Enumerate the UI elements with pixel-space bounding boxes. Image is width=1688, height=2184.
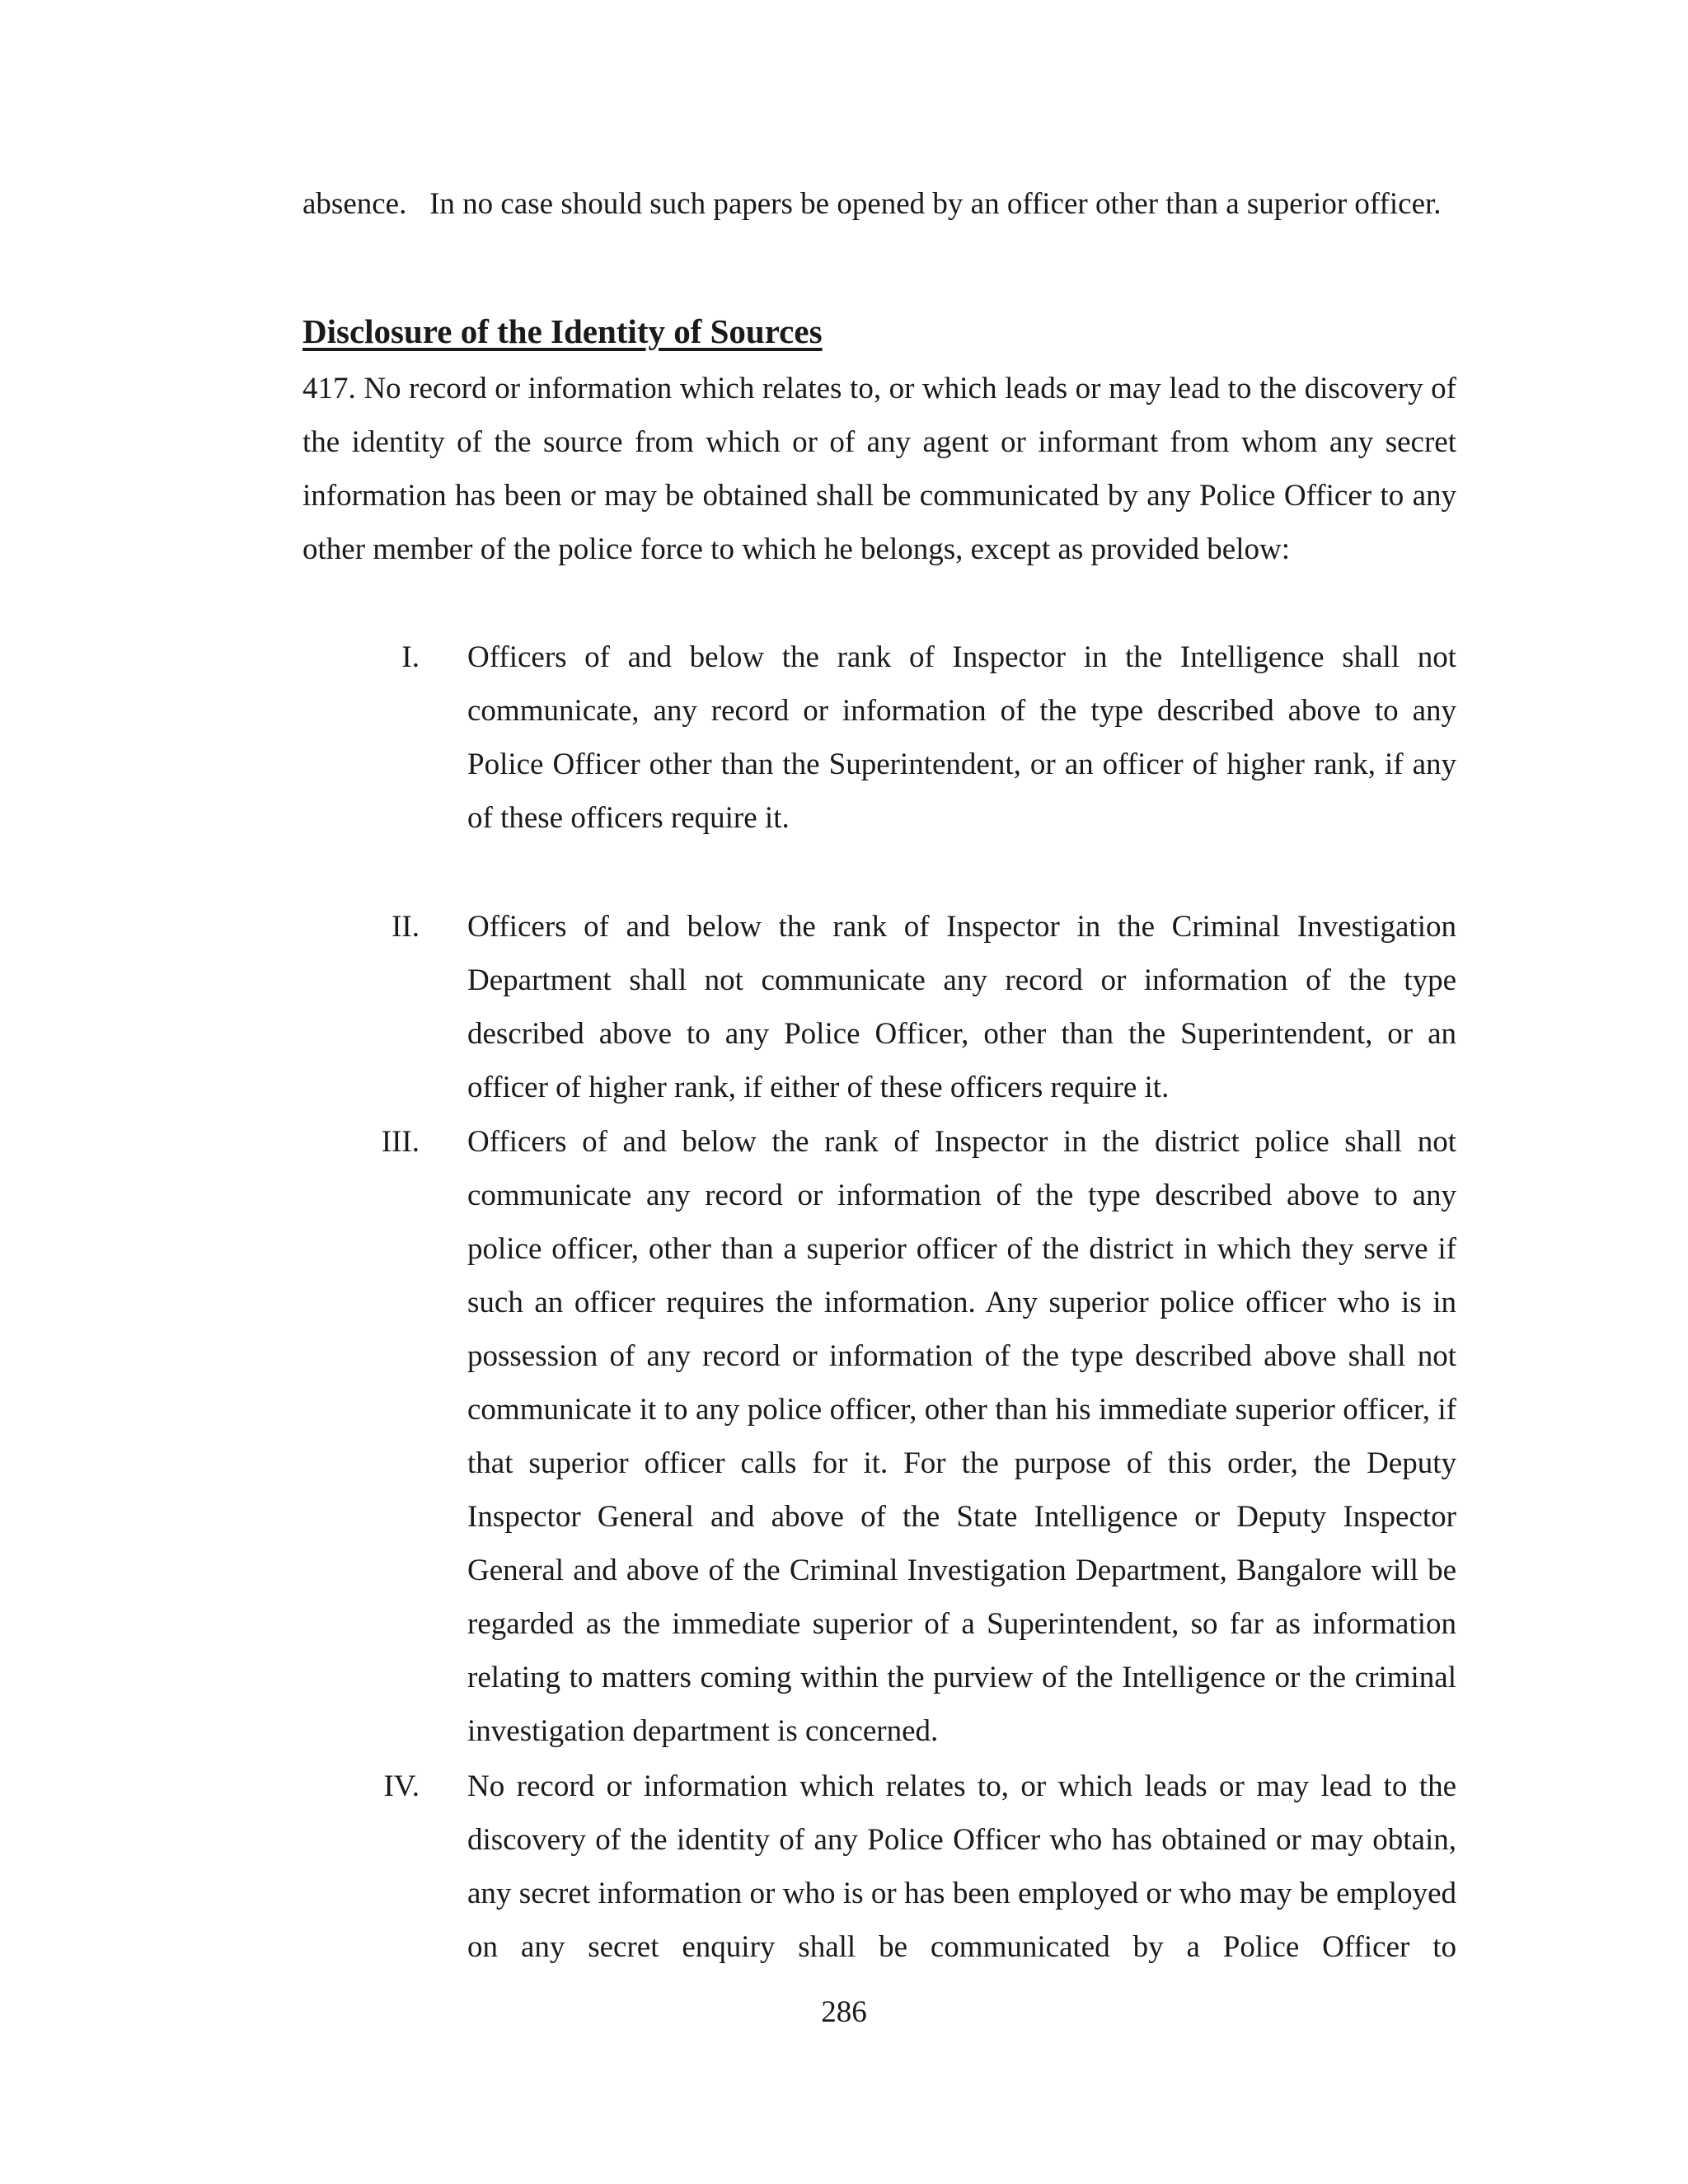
paragraph-417: 417. No record or information which relates to, or which leads or may lead to the discovery of the identity of the source from which or of any agent or informant from whom any secret information has been or may be obtained shall be communicated by any Police Officer to any other member of the police force to which he belongs, except as provided below: xyxy=(302,372,1456,566)
list-item-iv xyxy=(302,1760,1456,1974)
list-text-ii: Officers of and below the rank of Inspector in the Criminal Investigation Department shall not communicate any record or information of the type described above to any Police Officer, other than the Superintendent, or an officer of higher rank, if either of these officers require it. xyxy=(467,910,1456,1104)
list-numeral-i: I. xyxy=(401,640,420,674)
section-heading: Disclosure of the Identity of Sources xyxy=(302,312,823,350)
list-item-ii xyxy=(302,900,1456,1114)
opening-line-text: absence. In no case should such papers be opened by an officer other than a superior officer. xyxy=(302,187,1442,221)
list-item-i xyxy=(302,630,1456,845)
list-numeral-iv: IV. xyxy=(383,1769,420,1803)
list-text-iii: Officers of and below the rank of Inspector in the district police shall not communicate any record or information of the type described above to any police officer, other than a superior officer of the district in which they serve if such an officer requires the information. Any superior police officer who is in possession of any record or information of the type described above shall not communicate it to any police officer, other than his immediate superior officer, if that superior officer calls for it. For the purpose of this order, the Deputy Inspector General and above of the State Intelligence or Deputy Inspector General and above of the Criminal Investigation Department, Bangalore will be regarded as the immediate superior of a Superintendent, so far as information relating to matters coming within the purview of the Intelligence or the criminal investigation department is concerned. xyxy=(467,1125,1456,1748)
list-text-iv: No record or information which relates to, or which leads or may lead to the discovery of the identity of any Police Officer who has obtained or may obtain, any secret information or who is or has been employed or who may be employed on any secret enquiry shall be communicated by a Police Officer to xyxy=(467,1769,1456,1964)
page-number: 286 xyxy=(821,1995,867,2029)
list-numeral-ii: II. xyxy=(392,910,420,944)
list-numeral-iii: III. xyxy=(381,1125,420,1159)
opening-line xyxy=(302,177,1456,231)
list-text-i: Officers of and below the rank of Inspector in the Intelligence shall not communicate, any record or information of the type described above to any Police Officer other than the Superintendent, or an officer of higher rank, if any of these officers require it. xyxy=(467,640,1456,835)
list-item-iii xyxy=(302,1115,1456,1758)
